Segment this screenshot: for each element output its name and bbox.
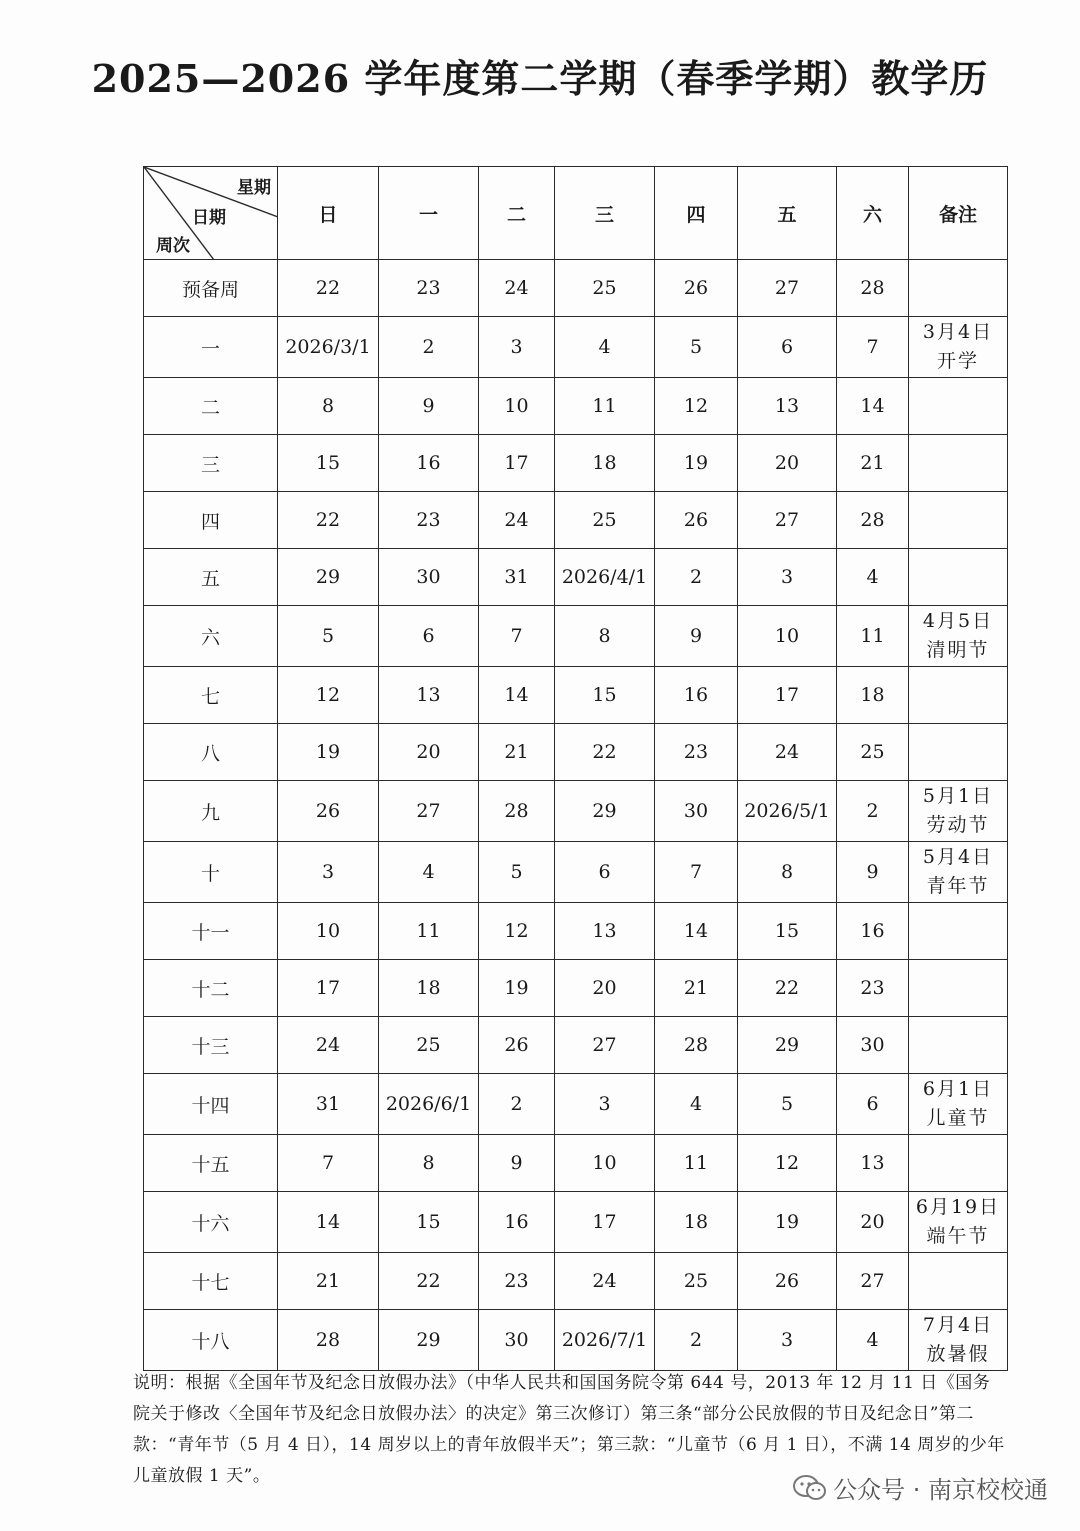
remarks-header: 备注 (909, 167, 1008, 260)
table-row (144, 1310, 1008, 1371)
date-cell: 2026/7/1 (555, 1310, 655, 1371)
date-cell: 13 (379, 667, 479, 724)
week-number-cell: 八 (144, 724, 278, 781)
date-cell: 10 (278, 903, 379, 960)
day-header-tue: 二 (479, 167, 555, 260)
table-row (144, 1253, 1008, 1310)
date-cell: 9 (379, 378, 479, 435)
date-cell: 7 (278, 1135, 379, 1192)
date-cell: 16 (379, 435, 479, 492)
date-cell: 14 (278, 1192, 379, 1253)
week-number-cell: 十八 (144, 1310, 278, 1371)
date-cell: 21 (278, 1253, 379, 1310)
date-cell: 20 (379, 724, 479, 781)
date-cell: 11 (655, 1135, 738, 1192)
week-number-cell: 十五 (144, 1135, 278, 1192)
date-cell: 10 (555, 1135, 655, 1192)
date-cell: 18 (555, 435, 655, 492)
date-cell: 24 (278, 1017, 379, 1074)
date-cell: 27 (379, 781, 479, 842)
date-cell: 31 (278, 1074, 379, 1135)
date-cell: 19 (278, 724, 379, 781)
date-cell: 29 (738, 1017, 837, 1074)
date-cell: 17 (479, 435, 555, 492)
date-cell: 28 (655, 1017, 738, 1074)
remark-date: 6月19日 (915, 1196, 1001, 1218)
remark-cell (909, 1192, 1008, 1253)
week-number-cell: 七 (144, 667, 278, 724)
date-cell: 16 (655, 667, 738, 724)
date-cell: 3 (479, 317, 555, 378)
week-number-cell: 十 (144, 842, 278, 903)
date-cell: 26 (655, 260, 738, 317)
date-cell: 14 (655, 903, 738, 960)
date-cell: 18 (655, 1192, 738, 1253)
date-cell: 17 (278, 960, 379, 1017)
date-cell: 5 (655, 317, 738, 378)
week-number-cell: 九 (144, 781, 278, 842)
table-row (144, 1017, 1008, 1074)
date-cell: 12 (479, 903, 555, 960)
date-cell: 30 (655, 781, 738, 842)
date-cell: 24 (738, 724, 837, 781)
calendar-body (144, 260, 1008, 1371)
remark-cell (909, 606, 1008, 667)
date-cell: 13 (738, 378, 837, 435)
date-cell: 9 (837, 842, 909, 903)
corner-week-label: 星期 (237, 178, 271, 198)
remark-cell (909, 903, 1008, 960)
date-cell: 21 (837, 435, 909, 492)
day-header-sat: 六 (837, 167, 909, 260)
wechat-icon (793, 1474, 827, 1502)
remark-cell (909, 960, 1008, 1017)
date-cell: 11 (555, 378, 655, 435)
date-cell: 23 (479, 1253, 555, 1310)
calendar-table (143, 166, 1008, 1371)
date-cell: 27 (837, 1253, 909, 1310)
table-row (144, 842, 1008, 903)
date-cell: 21 (655, 960, 738, 1017)
date-cell: 25 (655, 1253, 738, 1310)
remark-cell (909, 492, 1008, 549)
date-cell: 8 (379, 1135, 479, 1192)
date-cell: 20 (837, 1192, 909, 1253)
remark-cell (909, 1074, 1008, 1135)
date-cell: 2 (655, 549, 738, 606)
remark-cell (909, 1253, 1008, 1310)
date-cell: 4 (555, 317, 655, 378)
corner-date-label: 日期 (192, 208, 226, 228)
remark-event: 端午节 (926, 1225, 990, 1247)
date-cell: 26 (738, 1253, 837, 1310)
remark-date: 5月1日 (922, 785, 994, 807)
date-cell: 11 (837, 606, 909, 667)
date-cell: 12 (738, 1135, 837, 1192)
watermark (793, 1470, 1048, 1505)
date-cell: 28 (837, 492, 909, 549)
date-cell: 9 (655, 606, 738, 667)
table-row (144, 724, 1008, 781)
date-cell: 6 (837, 1074, 909, 1135)
table-row (144, 1192, 1008, 1253)
date-cell: 2 (479, 1074, 555, 1135)
date-cell: 28 (837, 260, 909, 317)
table-row (144, 606, 1008, 667)
day-header-thu: 四 (655, 167, 738, 260)
date-cell: 26 (278, 781, 379, 842)
date-cell: 7 (655, 842, 738, 903)
date-cell: 4 (837, 549, 909, 606)
table-row (144, 1074, 1008, 1135)
date-cell: 3 (738, 1310, 837, 1371)
date-cell: 2026/5/1 (738, 781, 837, 842)
table-row (144, 667, 1008, 724)
date-cell: 2026/6/1 (379, 1074, 479, 1135)
day-header-mon: 一 (379, 167, 479, 260)
remark-date: 6月1日 (922, 1078, 994, 1100)
date-cell: 6 (379, 606, 479, 667)
week-number-cell: 六 (144, 606, 278, 667)
date-cell: 4 (379, 842, 479, 903)
week-number-cell: 五 (144, 549, 278, 606)
date-cell: 22 (379, 1253, 479, 1310)
corner-weekno-label: 周次 (156, 236, 190, 256)
date-cell: 17 (555, 1192, 655, 1253)
remark-event: 放暑假 (926, 1343, 990, 1365)
date-cell: 30 (837, 1017, 909, 1074)
date-cell: 6 (555, 842, 655, 903)
table-row (144, 492, 1008, 549)
day-header-fri: 五 (738, 167, 837, 260)
page-title: 2025—2026 学年度第二学期（春季学期）教学历 (91, 56, 989, 101)
date-cell: 29 (278, 549, 379, 606)
date-cell: 16 (837, 903, 909, 960)
remark-event: 清明节 (926, 639, 990, 661)
date-cell: 18 (837, 667, 909, 724)
date-cell: 24 (479, 492, 555, 549)
remark-event: 开学 (936, 350, 979, 372)
week-number-cell: 十二 (144, 960, 278, 1017)
date-cell: 28 (278, 1310, 379, 1371)
date-cell: 20 (555, 960, 655, 1017)
date-cell: 15 (555, 667, 655, 724)
table-row (144, 781, 1008, 842)
remark-event: 劳动节 (926, 814, 990, 836)
week-number-cell: 一 (144, 317, 278, 378)
date-cell: 29 (379, 1310, 479, 1371)
table-row (144, 260, 1008, 317)
watermark-text: 公众号 · 南京校校通 (833, 1476, 1048, 1504)
date-cell: 12 (655, 378, 738, 435)
date-cell: 6 (738, 317, 837, 378)
remark-cell (909, 260, 1008, 317)
week-number-cell: 十六 (144, 1192, 278, 1253)
date-cell: 28 (479, 781, 555, 842)
remark-event: 青年节 (926, 875, 990, 897)
date-cell: 22 (278, 492, 379, 549)
week-number-cell: 十一 (144, 903, 278, 960)
date-cell: 25 (379, 1017, 479, 1074)
table-row (144, 549, 1008, 606)
date-cell: 25 (837, 724, 909, 781)
date-cell: 2 (655, 1310, 738, 1371)
remark-cell (909, 435, 1008, 492)
date-cell: 2 (379, 317, 479, 378)
date-cell: 5 (278, 606, 379, 667)
date-cell: 22 (738, 960, 837, 1017)
date-cell: 26 (655, 492, 738, 549)
date-cell: 27 (555, 1017, 655, 1074)
date-cell: 19 (479, 960, 555, 1017)
date-cell: 25 (555, 260, 655, 317)
date-cell: 23 (655, 724, 738, 781)
date-cell: 7 (837, 317, 909, 378)
remark-cell (909, 317, 1008, 378)
date-cell: 23 (379, 260, 479, 317)
week-number-cell: 四 (144, 492, 278, 549)
date-cell: 22 (555, 724, 655, 781)
remark-cell (909, 667, 1008, 724)
remark-cell (909, 842, 1008, 903)
date-cell: 23 (837, 960, 909, 1017)
date-cell: 12 (278, 667, 379, 724)
date-cell: 21 (479, 724, 555, 781)
remark-cell (909, 1135, 1008, 1192)
date-cell: 15 (738, 903, 837, 960)
date-cell: 20 (738, 435, 837, 492)
date-cell: 23 (379, 492, 479, 549)
table-row (144, 960, 1008, 1017)
date-cell: 15 (278, 435, 379, 492)
week-number-cell: 十七 (144, 1253, 278, 1310)
date-cell: 31 (479, 549, 555, 606)
date-cell: 24 (479, 260, 555, 317)
remark-event: 儿童节 (926, 1107, 990, 1129)
date-cell: 9 (479, 1135, 555, 1192)
date-cell: 16 (479, 1192, 555, 1253)
date-cell: 22 (278, 260, 379, 317)
remark-date: 4月5日 (922, 610, 994, 632)
week-number-cell: 三 (144, 435, 278, 492)
table-row (144, 435, 1008, 492)
date-cell: 3 (278, 842, 379, 903)
date-cell: 17 (738, 667, 837, 724)
date-cell: 15 (379, 1192, 479, 1253)
remark-cell (909, 724, 1008, 781)
date-cell: 19 (655, 435, 738, 492)
date-cell: 14 (837, 378, 909, 435)
date-cell: 24 (555, 1253, 655, 1310)
date-cell: 14 (479, 667, 555, 724)
date-cell: 3 (555, 1074, 655, 1135)
week-number-cell: 十三 (144, 1017, 278, 1074)
date-cell: 5 (479, 842, 555, 903)
date-cell: 2026/4/1 (555, 549, 655, 606)
date-cell: 26 (479, 1017, 555, 1074)
remark-cell (909, 549, 1008, 606)
date-cell: 7 (479, 606, 555, 667)
table-row (144, 378, 1008, 435)
table-row (144, 1135, 1008, 1192)
day-header-sun: 日 (278, 167, 379, 260)
date-cell: 27 (738, 492, 837, 549)
date-cell: 13 (555, 903, 655, 960)
week-number-cell: 预备周 (144, 260, 278, 317)
date-cell: 30 (379, 549, 479, 606)
date-cell: 10 (479, 378, 555, 435)
date-cell: 18 (379, 960, 479, 1017)
date-cell: 27 (738, 260, 837, 317)
week-number-cell: 十四 (144, 1074, 278, 1135)
day-header-wed: 三 (555, 167, 655, 260)
date-cell: 4 (837, 1310, 909, 1371)
date-cell: 8 (738, 842, 837, 903)
week-number-cell: 二 (144, 378, 278, 435)
corner-cell (144, 167, 278, 260)
remark-cell (909, 1017, 1008, 1074)
remark-date: 7月4日 (922, 1314, 994, 1336)
remark-date: 5月4日 (922, 846, 994, 868)
date-cell: 8 (555, 606, 655, 667)
date-cell: 10 (738, 606, 837, 667)
remark-cell (909, 1310, 1008, 1371)
remark-cell (909, 781, 1008, 842)
date-cell: 3 (738, 549, 837, 606)
date-cell: 29 (555, 781, 655, 842)
date-cell: 8 (278, 378, 379, 435)
date-cell: 30 (479, 1310, 555, 1371)
remark-date: 3月4日 (922, 321, 994, 343)
footer-note: 说明：根据《全国年节及纪念日放假办法》（中华人民共和国国务院令第 644 号，2013 年 12 月 11 日《国务院关于修改〈全国年节及纪念日放假办法〉的决定》第三次修订）第三条“部分公民放假的节日及纪念日”第二款：“青年节（5 月 4 日），14 周岁以上的青年放假半天”；第三款：“儿童节（6 月 1 日），不满 14 周岁的少年儿童放假 1 天”。 (133, 1373, 1005, 1486)
date-cell: 5 (738, 1074, 837, 1135)
table-row (144, 903, 1008, 960)
date-cell: 2026/3/1 (278, 317, 379, 378)
date-cell: 4 (655, 1074, 738, 1135)
date-cell: 2 (837, 781, 909, 842)
remark-cell (909, 378, 1008, 435)
date-cell: 19 (738, 1192, 837, 1253)
table-row (144, 317, 1008, 378)
date-cell: 25 (555, 492, 655, 549)
date-cell: 13 (837, 1135, 909, 1192)
date-cell: 11 (379, 903, 479, 960)
header-row (144, 167, 1008, 260)
